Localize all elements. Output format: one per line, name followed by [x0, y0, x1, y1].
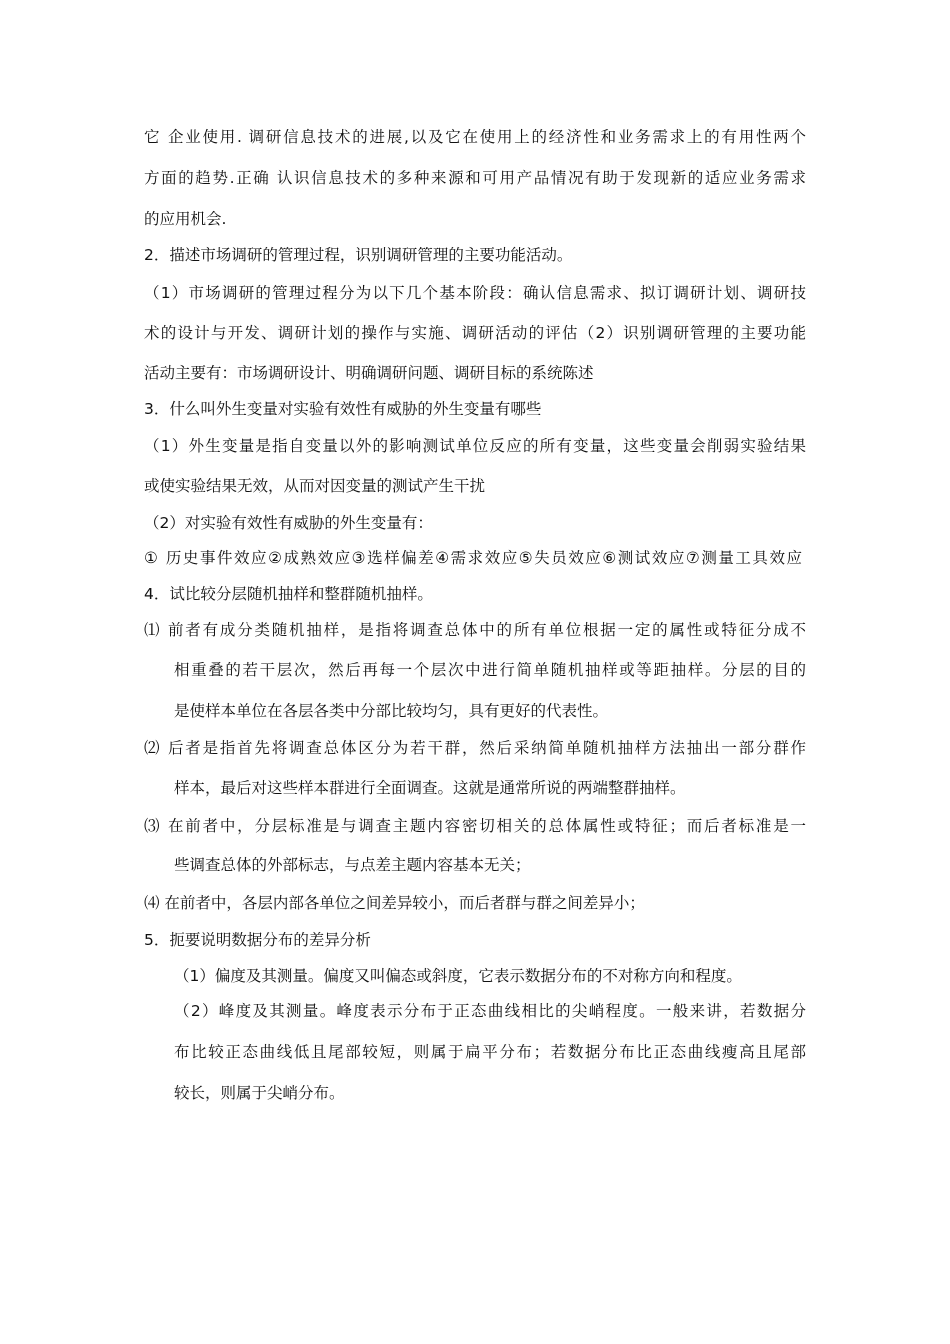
text-line: 4．试比较分层随机抽样和整群随机抽样。	[144, 585, 433, 603]
text-line: 3．什么叫外生变量对实验有效性有威胁的外生变量有哪些	[144, 400, 542, 418]
text-line: 方面的趋势.正确 认识信息技术的多种来源和可用产品情况有助于发现新的适应业务需求	[144, 169, 806, 187]
text-line: 术的设计与开发、调研计划的操作与实施、调研活动的评估（2）识别调研管理的主要功能	[144, 324, 806, 342]
text-line: （2）峰度及其测量。峰度表示分布于正态曲线相比的尖峭程度。一般来讲，若数据分	[174, 1002, 806, 1020]
text-line: ⑷ 在前者中，各层内部各单位之间差异较小，而后者群与群之间差异小；	[144, 894, 645, 912]
text-line: 的应用机会.	[144, 210, 227, 228]
text-line: 2．描述市场调研的管理过程，识别调研管理的主要功能活动。	[144, 246, 573, 264]
text-line: 布比较正态曲线低且尾部较短，则属于扁平分布；若数据分布比正态曲线瘦高且尾部	[174, 1043, 806, 1061]
text-line: （1）市场调研的管理过程分为以下几个基本阶段：确认信息需求、拟订调研计划、调研技	[144, 284, 806, 302]
text-line: 5．扼要说明数据分布的差异分析	[144, 931, 371, 949]
text-line: （1）外生变量是指自变量以外的影响测试单位反应的所有变量，这些变量会削弱实验结果	[144, 437, 806, 455]
text-line: ⑵ 后者是指首先将调查总体区分为若干群，然后采纳简单随机抽样方法抽出一部分群作	[144, 739, 806, 757]
text-line: ⑶ 在前者中，分层标准是与调查主题内容密切相关的总体属性或特征；而后者标准是一	[144, 817, 806, 835]
text-line: ① 历史事件效应②成熟效应③选样偏差④需求效应⑤失员效应⑥测试效应⑦测量工具效应	[144, 549, 802, 567]
text-line: 它 企业使用. 调研信息技术的进展,以及它在使用上的经济性和业务需求上的有用性两个	[144, 128, 806, 146]
text-line: （1）偏度及其测量。偏度又叫偏态或斜度，它表示数据分布的不对称方向和程度。	[174, 967, 742, 985]
text-line: 相重叠的若干层次，然后再每一个层次中进行简单随机抽样或等距抽样。分层的目的	[174, 661, 806, 679]
text-line: 活动主要有：市场调研设计、明确调研问题、调研目标的系统陈述	[144, 364, 594, 382]
text-line: 样本，最后对这些样本群进行全面调查。这就是通常所说的两端整群抽样。	[174, 779, 686, 797]
text-line: 较长，则属于尖峭分布。	[174, 1084, 345, 1102]
text-line: ⑴ 前者有成分类随机抽样，是指将调查总体中的所有单位根据一定的属性或特征分成不	[144, 621, 806, 639]
text-line: 或使实验结果无效，从而对因变量的测试产生干扰	[144, 477, 486, 495]
text-line: 些调查总体的外部标志，与点差主题内容基本无关；	[174, 856, 531, 874]
text-line: 是使样本单位在各层各类中分部比较均匀，具有更好的代表性。	[174, 702, 609, 720]
text-line: （2）对实验有效性有威胁的外生变量有：	[144, 514, 433, 532]
